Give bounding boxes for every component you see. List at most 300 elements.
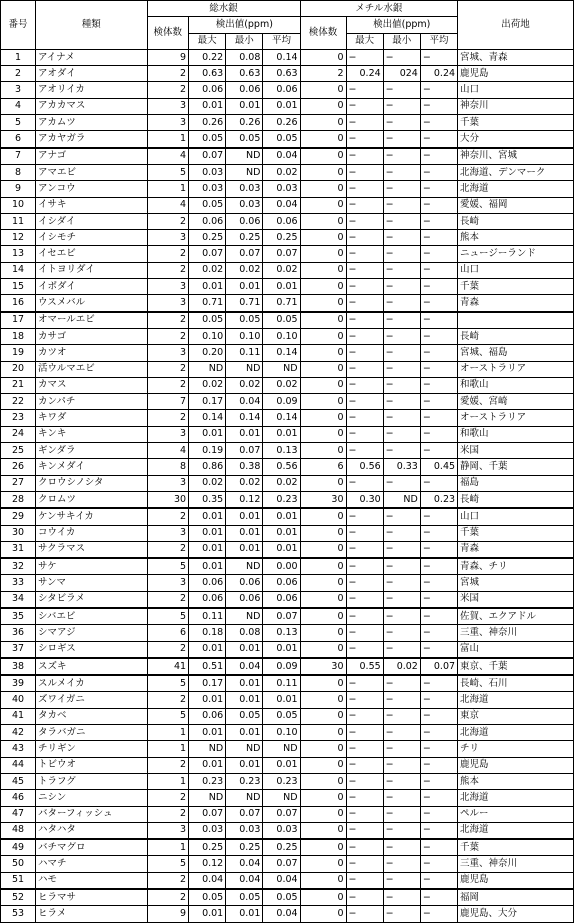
methyl-min-cell: − <box>383 839 420 856</box>
total-sample-count-cell: 2 <box>147 246 189 262</box>
species-name-cell: イセエビ <box>35 246 147 262</box>
species-name-cell: オマールエビ <box>35 312 147 329</box>
total-sample-count-cell: 2 <box>147 377 189 393</box>
total-max-cell: 0.04 <box>189 872 226 889</box>
total-min-cell: 0.02 <box>226 475 263 491</box>
methyl-max-cell: 0.56 <box>346 459 383 475</box>
species-name-cell: イシモチ <box>35 230 147 246</box>
total-min-cell: ND <box>226 608 263 625</box>
table-row <box>1 658 574 675</box>
total-avg-cell: 0.14 <box>263 49 300 65</box>
methyl-avg-cell: 0.24 <box>420 66 457 82</box>
species-name-cell: シマアジ <box>35 625 147 641</box>
methyl-max-cell: − <box>346 773 383 789</box>
total-min-cell: 0.01 <box>226 641 263 658</box>
total-max-cell: 0.35 <box>189 491 226 508</box>
methyl-min-cell: − <box>383 82 420 98</box>
methyl-sample-count-cell: 0 <box>300 906 346 922</box>
methyl-sample-count-cell: 0 <box>300 806 346 822</box>
origin-cell: 東京、千葉 <box>458 658 574 675</box>
table-row <box>1 839 574 856</box>
total-max-cell: 0.01 <box>189 692 226 708</box>
species-name-cell: カマス <box>35 377 147 393</box>
total-max-cell: 0.14 <box>189 410 226 426</box>
methyl-min-cell: − <box>383 822 420 839</box>
row-number-cell: 23 <box>1 410 36 426</box>
species-name-cell: トビウオ <box>35 757 147 773</box>
group-header-methyl-mercury: メチル水銀 <box>300 1 457 17</box>
total-sample-count-cell: 2 <box>147 328 189 344</box>
total-avg-cell: 0.04 <box>263 197 300 213</box>
methyl-min-cell: − <box>383 410 420 426</box>
total-max-cell: 0.01 <box>189 906 226 922</box>
total-avg-cell: 0.02 <box>263 262 300 278</box>
table-row <box>1 773 574 789</box>
methyl-avg-cell: − <box>420 757 457 773</box>
row-number-cell: 30 <box>1 525 36 541</box>
total-sample-count-cell: 9 <box>147 906 189 922</box>
row-number-cell: 15 <box>1 279 36 295</box>
total-sample-count-cell: 2 <box>147 82 189 98</box>
methyl-sample-count-cell: 0 <box>300 115 346 131</box>
total-avg-cell: 0.23 <box>263 491 300 508</box>
col-header-total-max: 最大 <box>189 33 226 49</box>
species-name-cell: アオリイカ <box>35 82 147 98</box>
total-max-cell: 0.01 <box>189 541 226 558</box>
total-min-cell: 0.04 <box>226 394 263 410</box>
total-max-cell: 0.20 <box>189 345 226 361</box>
methyl-sample-count-cell: 0 <box>300 312 346 329</box>
methyl-max-cell: − <box>346 279 383 295</box>
total-max-cell: 0.01 <box>189 641 226 658</box>
methyl-min-cell: − <box>383 230 420 246</box>
total-min-cell: 0.01 <box>226 692 263 708</box>
species-name-cell: ウスメバル <box>35 295 147 312</box>
methyl-max-cell: − <box>346 541 383 558</box>
total-min-cell: 0.01 <box>226 426 263 442</box>
table-row <box>1 541 574 558</box>
species-name-cell: バチマグロ <box>35 839 147 856</box>
methyl-min-cell: − <box>383 790 420 806</box>
row-number-cell: 27 <box>1 475 36 491</box>
methyl-min-cell: − <box>383 692 420 708</box>
total-max-cell: 0.01 <box>189 757 226 773</box>
methyl-sample-count-cell: 0 <box>300 197 346 213</box>
table-row <box>1 279 574 295</box>
methyl-max-cell: 0.55 <box>346 658 383 675</box>
methyl-sample-count-cell: 0 <box>300 558 346 575</box>
methyl-sample-count-cell: 0 <box>300 262 346 278</box>
methyl-max-cell: − <box>346 148 383 165</box>
table-row <box>1 459 574 475</box>
methyl-min-cell: − <box>383 377 420 393</box>
total-max-cell: 0.71 <box>189 295 226 312</box>
methyl-max-cell: − <box>346 675 383 692</box>
methyl-min-cell: − <box>383 394 420 410</box>
row-number-cell: 2 <box>1 66 36 82</box>
total-avg-cell: 0.13 <box>263 625 300 641</box>
total-max-cell: 0.86 <box>189 459 226 475</box>
table-row <box>1 262 574 278</box>
species-name-cell: カンパチ <box>35 394 147 410</box>
methyl-sample-count-cell: 0 <box>300 279 346 295</box>
methyl-max-cell: − <box>346 213 383 229</box>
total-avg-cell: 0.01 <box>263 98 300 114</box>
total-avg-cell: 0.25 <box>263 839 300 856</box>
origin-cell: 山口 <box>458 82 574 98</box>
total-max-cell: 0.26 <box>189 115 226 131</box>
methyl-sample-count-cell: 0 <box>300 328 346 344</box>
row-number-cell: 18 <box>1 328 36 344</box>
methyl-max-cell: − <box>346 197 383 213</box>
total-max-cell: 0.01 <box>189 98 226 114</box>
row-number-cell: 26 <box>1 459 36 475</box>
methyl-min-cell: − <box>383 213 420 229</box>
total-avg-cell: 0.07 <box>263 856 300 872</box>
methyl-sample-count-cell: 0 <box>300 82 346 98</box>
methyl-min-cell: − <box>383 345 420 361</box>
table-row <box>1 575 574 591</box>
total-sample-count-cell: 4 <box>147 443 189 459</box>
species-name-cell: カサゴ <box>35 328 147 344</box>
total-sample-count-cell: 3 <box>147 345 189 361</box>
table-row <box>1 148 574 165</box>
methyl-max-cell: − <box>346 295 383 312</box>
total-sample-count-cell: 6 <box>147 625 189 641</box>
species-name-cell: アカヤガラ <box>35 131 147 148</box>
total-avg-cell: 0.06 <box>263 575 300 591</box>
methyl-avg-cell: − <box>420 839 457 856</box>
table-row <box>1 164 574 180</box>
row-number-cell: 13 <box>1 246 36 262</box>
methyl-sample-count-cell: 0 <box>300 692 346 708</box>
species-name-cell: アカカマス <box>35 98 147 114</box>
methyl-avg-cell: − <box>420 741 457 757</box>
table-row <box>1 475 574 491</box>
total-avg-cell: ND <box>263 361 300 377</box>
species-name-cell: ヒラメ <box>35 906 147 922</box>
row-number-cell: 38 <box>1 658 36 675</box>
methyl-sample-count-cell: 0 <box>300 757 346 773</box>
row-number-cell: 21 <box>1 377 36 393</box>
methyl-sample-count-cell: 0 <box>300 608 346 625</box>
total-min-cell: 0.10 <box>226 328 263 344</box>
total-sample-count-cell: 2 <box>147 790 189 806</box>
origin-cell: 宮城 <box>458 575 574 591</box>
origin-cell: 三重、神奈川 <box>458 625 574 641</box>
total-min-cell: 0.01 <box>226 757 263 773</box>
col-header-species: 種類 <box>35 1 147 50</box>
methyl-sample-count-cell: 0 <box>300 475 346 491</box>
total-max-cell: 0.01 <box>189 725 226 741</box>
total-avg-cell: 0.14 <box>263 345 300 361</box>
methyl-min-cell: − <box>383 856 420 872</box>
methyl-max-cell: − <box>346 558 383 575</box>
total-sample-count-cell: 2 <box>147 692 189 708</box>
species-name-cell: トラフグ <box>35 773 147 789</box>
methyl-sample-count-cell: 0 <box>300 361 346 377</box>
origin-cell: 鹿児島 <box>458 872 574 889</box>
species-name-cell: キワダ <box>35 410 147 426</box>
methyl-sample-count-cell: 30 <box>300 658 346 675</box>
origin-cell: 宮城、福島 <box>458 345 574 361</box>
total-avg-cell: 0.25 <box>263 230 300 246</box>
methyl-min-cell: − <box>383 757 420 773</box>
methyl-sample-count-cell: 0 <box>300 708 346 724</box>
total-avg-cell: 0.01 <box>263 525 300 541</box>
total-avg-cell: 0.63 <box>263 66 300 82</box>
row-number-cell: 29 <box>1 508 36 525</box>
methyl-min-cell: − <box>383 262 420 278</box>
methyl-avg-cell: − <box>420 230 457 246</box>
methyl-min-cell: ND <box>383 491 420 508</box>
total-min-cell: ND <box>226 148 263 165</box>
methyl-min-cell: − <box>383 197 420 213</box>
methyl-sample-count-cell: 0 <box>300 790 346 806</box>
species-name-cell: シロギス <box>35 641 147 658</box>
methyl-avg-cell: − <box>420 164 457 180</box>
methyl-sample-count-cell: 0 <box>300 889 346 906</box>
total-max-cell: ND <box>189 741 226 757</box>
total-avg-cell: 0.26 <box>263 115 300 131</box>
methyl-min-cell: − <box>383 872 420 889</box>
total-max-cell: 0.02 <box>189 377 226 393</box>
table-row <box>1 181 574 197</box>
total-avg-cell: 0.05 <box>263 708 300 724</box>
methyl-avg-cell: − <box>420 197 457 213</box>
row-number-cell: 43 <box>1 741 36 757</box>
table-row <box>1 394 574 410</box>
methyl-avg-cell: 0.07 <box>420 658 457 675</box>
total-max-cell: 0.22 <box>189 49 226 65</box>
total-avg-cell: 0.05 <box>263 889 300 906</box>
total-max-cell: 0.03 <box>189 181 226 197</box>
species-name-cell: スルメイカ <box>35 675 147 692</box>
species-name-cell: サクラマス <box>35 541 147 558</box>
row-number-cell: 51 <box>1 872 36 889</box>
methyl-max-cell: − <box>346 625 383 641</box>
row-number-cell: 40 <box>1 692 36 708</box>
total-sample-count-cell: 5 <box>147 708 189 724</box>
total-sample-count-cell: 2 <box>147 872 189 889</box>
total-sample-count-cell: 9 <box>147 49 189 65</box>
total-max-cell: 0.01 <box>189 508 226 525</box>
total-sample-count-cell: 5 <box>147 558 189 575</box>
total-max-cell: 0.12 <box>189 856 226 872</box>
total-sample-count-cell: 3 <box>147 426 189 442</box>
table-row <box>1 328 574 344</box>
methyl-avg-cell: 0.45 <box>420 459 457 475</box>
methyl-min-cell: − <box>383 115 420 131</box>
total-avg-cell: 0.03 <box>263 181 300 197</box>
species-name-cell: バターフィッシュ <box>35 806 147 822</box>
row-number-cell: 1 <box>1 49 36 65</box>
row-number-cell: 31 <box>1 541 36 558</box>
methyl-max-cell: 0.30 <box>346 491 383 508</box>
total-max-cell: 0.06 <box>189 591 226 608</box>
row-number-cell: 4 <box>1 98 36 114</box>
row-number-cell: 17 <box>1 312 36 329</box>
total-min-cell: 0.11 <box>226 345 263 361</box>
total-min-cell: 0.71 <box>226 295 263 312</box>
total-min-cell: 0.01 <box>226 525 263 541</box>
methyl-min-cell: − <box>383 525 420 541</box>
total-avg-cell: 0.56 <box>263 459 300 475</box>
total-min-cell: 0.04 <box>226 856 263 872</box>
total-avg-cell: 0.04 <box>263 148 300 165</box>
row-number-cell: 48 <box>1 822 36 839</box>
origin-cell: チリ <box>458 741 574 757</box>
total-max-cell: 0.02 <box>189 475 226 491</box>
methyl-sample-count-cell: 0 <box>300 98 346 114</box>
methyl-max-cell: − <box>346 575 383 591</box>
methyl-avg-cell: − <box>420 82 457 98</box>
total-max-cell: 0.10 <box>189 328 226 344</box>
methyl-min-cell: − <box>383 279 420 295</box>
row-number-cell: 44 <box>1 757 36 773</box>
origin-cell: 千葉 <box>458 279 574 295</box>
origin-cell: 北海道 <box>458 181 574 197</box>
methyl-min-cell: − <box>383 741 420 757</box>
species-name-cell: イシダイ <box>35 213 147 229</box>
total-sample-count-cell: 2 <box>147 508 189 525</box>
methyl-max-cell: − <box>346 508 383 525</box>
methyl-max-cell: − <box>346 757 383 773</box>
total-max-cell: 0.19 <box>189 443 226 459</box>
table-row <box>1 230 574 246</box>
total-min-cell: 0.05 <box>226 131 263 148</box>
methyl-max-cell: − <box>346 181 383 197</box>
species-name-cell: アオダイ <box>35 66 147 82</box>
methyl-avg-cell: − <box>420 708 457 724</box>
origin-cell: 北海道 <box>458 790 574 806</box>
methyl-max-cell: − <box>346 246 383 262</box>
total-sample-count-cell: 2 <box>147 757 189 773</box>
total-sample-count-cell: 7 <box>147 394 189 410</box>
methyl-avg-cell: − <box>420 641 457 658</box>
methyl-min-cell: − <box>383 558 420 575</box>
species-name-cell: ズワイガニ <box>35 692 147 708</box>
methyl-min-cell: 0.02 <box>383 658 420 675</box>
species-name-cell: イボダイ <box>35 279 147 295</box>
total-sample-count-cell: 41 <box>147 658 189 675</box>
methyl-avg-cell: − <box>420 725 457 741</box>
row-number-cell: 6 <box>1 131 36 148</box>
methyl-sample-count-cell: 2 <box>300 66 346 82</box>
total-sample-count-cell: 2 <box>147 806 189 822</box>
methyl-sample-count-cell: 0 <box>300 295 346 312</box>
methyl-sample-count-cell: 0 <box>300 345 346 361</box>
methyl-min-cell: − <box>383 164 420 180</box>
total-min-cell: 0.02 <box>226 377 263 393</box>
origin-cell: 宮城、青森 <box>458 49 574 65</box>
total-avg-cell: 0.00 <box>263 558 300 575</box>
origin-cell: 山口 <box>458 262 574 278</box>
methyl-max-cell: − <box>346 839 383 856</box>
col-header-methyl-sample-count: 検体数 <box>300 17 346 50</box>
total-sample-count-cell: 2 <box>147 312 189 329</box>
methyl-avg-cell: − <box>420 822 457 839</box>
total-min-cell: 0.07 <box>226 443 263 459</box>
methyl-max-cell: − <box>346 708 383 724</box>
methyl-max-cell: − <box>346 741 383 757</box>
methyl-sample-count-cell: 0 <box>300 525 346 541</box>
origin-cell: 東京 <box>458 708 574 724</box>
total-max-cell: 0.01 <box>189 525 226 541</box>
total-avg-cell: 0.07 <box>263 806 300 822</box>
species-name-cell: アカムツ <box>35 115 147 131</box>
total-sample-count-cell: 3 <box>147 525 189 541</box>
col-header-total-detected: 検出値(ppm) <box>189 17 301 33</box>
methyl-avg-cell: − <box>420 328 457 344</box>
row-number-cell: 50 <box>1 856 36 872</box>
row-number-cell: 5 <box>1 115 36 131</box>
methyl-avg-cell: − <box>420 692 457 708</box>
methyl-sample-count-cell: 0 <box>300 230 346 246</box>
methyl-max-cell: − <box>346 312 383 329</box>
methyl-max-cell: − <box>346 725 383 741</box>
methyl-min-cell: − <box>383 806 420 822</box>
table-row <box>1 725 574 741</box>
total-avg-cell: 0.71 <box>263 295 300 312</box>
methyl-max-cell: − <box>346 806 383 822</box>
methyl-avg-cell: − <box>420 889 457 906</box>
methyl-avg-cell: − <box>420 591 457 608</box>
total-sample-count-cell: 5 <box>147 608 189 625</box>
methyl-sample-count-cell: 0 <box>300 541 346 558</box>
total-sample-count-cell: 1 <box>147 131 189 148</box>
total-avg-cell: 0.13 <box>263 443 300 459</box>
methyl-sample-count-cell: 0 <box>300 164 346 180</box>
total-sample-count-cell: 3 <box>147 230 189 246</box>
origin-cell: 青森、チリ <box>458 558 574 575</box>
total-sample-count-cell: 3 <box>147 115 189 131</box>
total-sample-count-cell: 2 <box>147 591 189 608</box>
species-name-cell: クロムツ <box>35 491 147 508</box>
col-header-no: 番号 <box>1 1 36 50</box>
total-min-cell: ND <box>226 361 263 377</box>
table-row <box>1 558 574 575</box>
table-row <box>1 708 574 724</box>
total-min-cell: 0.07 <box>226 246 263 262</box>
origin-cell: 北海道 <box>458 822 574 839</box>
row-number-cell: 39 <box>1 675 36 692</box>
total-avg-cell: 0.07 <box>263 246 300 262</box>
origin-cell: 北海道 <box>458 692 574 708</box>
origin-cell: 神奈川 <box>458 98 574 114</box>
total-sample-count-cell: 5 <box>147 164 189 180</box>
total-sample-count-cell: 2 <box>147 541 189 558</box>
total-min-cell: 0.25 <box>226 839 263 856</box>
methyl-max-cell: − <box>346 131 383 148</box>
total-min-cell: ND <box>226 164 263 180</box>
methyl-max-cell: − <box>346 98 383 114</box>
origin-cell: 福岡 <box>458 889 574 906</box>
methyl-sample-count-cell: 0 <box>300 822 346 839</box>
table-row <box>1 872 574 889</box>
species-name-cell: ハタハタ <box>35 822 147 839</box>
methyl-avg-cell: − <box>420 295 457 312</box>
col-header-total-min: 最小 <box>226 33 263 49</box>
total-max-cell: ND <box>189 361 226 377</box>
row-number-cell: 25 <box>1 443 36 459</box>
methyl-avg-cell: − <box>420 508 457 525</box>
methyl-max-cell: − <box>346 906 383 922</box>
total-sample-count-cell: 2 <box>147 641 189 658</box>
methyl-max-cell: − <box>346 345 383 361</box>
methyl-sample-count-cell: 0 <box>300 148 346 165</box>
total-min-cell: 0.07 <box>226 806 263 822</box>
